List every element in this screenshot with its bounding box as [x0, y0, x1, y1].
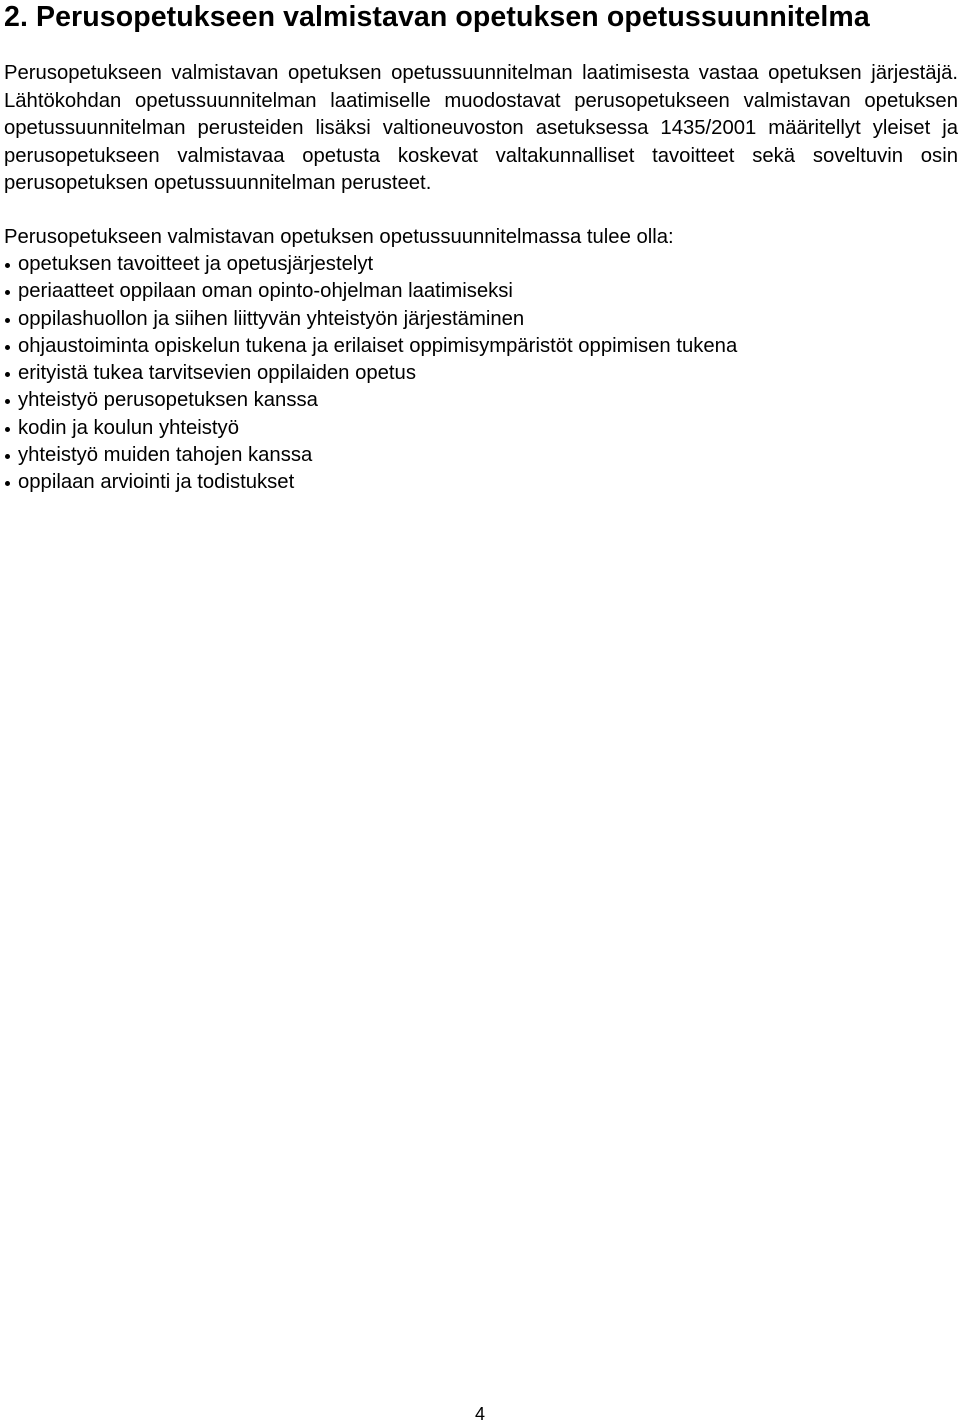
- requirements-list: [4, 251, 958, 497]
- list-intro-text: Perusopetukseen valmistavan opetuksen opetussuunnitelmassa tulee olla:: [4, 225, 674, 248]
- intro-paragraph: Perusopetukseen valmistavan opetuksen opetussuunnitelman laatimisesta vastaa opetuksen järjestäjä. Lähtökohdan opetussuunnitelman laatimiselle muodostavat perusopetukseen valmistavan opetuksen opetussuunnitelman perusteiden lisäksi valtioneuvoston asetuksessa 1435/2001 määritellyt yleiset ja perusopetukseen valmistavaa opetusta koskevat valtakunnalliset tavoitteet sekä soveltuvin osin perusopetuksen opetussuunnitelman perusteet.: [4, 62, 958, 194]
- list-item: oppilaan arviointi ja todistukset: [4, 469, 958, 496]
- section-heading: 2. Perusopetukseen valmistavan opetuksen opetussuunnitelma: [4, 1, 870, 33]
- page-number: 4: [474, 1404, 485, 1424]
- list-item: ohjaustoiminta opiskelun tukena ja erilaiset oppimisympäristöt oppimisen tukena: [4, 333, 958, 360]
- list-item: periaatteet oppilaan oman opinto-ohjelman laatimiseksi: [4, 278, 958, 305]
- list-item: oppilashuollon ja siihen liittyvän yhteistyön järjestäminen: [4, 306, 958, 333]
- list-item: yhteistyö perusopetuksen kanssa: [4, 387, 958, 414]
- list-item: erityistä tukea tarvitsevien oppilaiden opetus: [4, 360, 958, 387]
- document-page: [4, 0, 958, 497]
- list-item: kodin ja koulun yhteistyö: [4, 415, 958, 442]
- list-item: yhteistyö muiden tahojen kanssa: [4, 442, 958, 469]
- list-item: opetuksen tavoitteet ja opetusjärjestelyt: [4, 251, 958, 278]
